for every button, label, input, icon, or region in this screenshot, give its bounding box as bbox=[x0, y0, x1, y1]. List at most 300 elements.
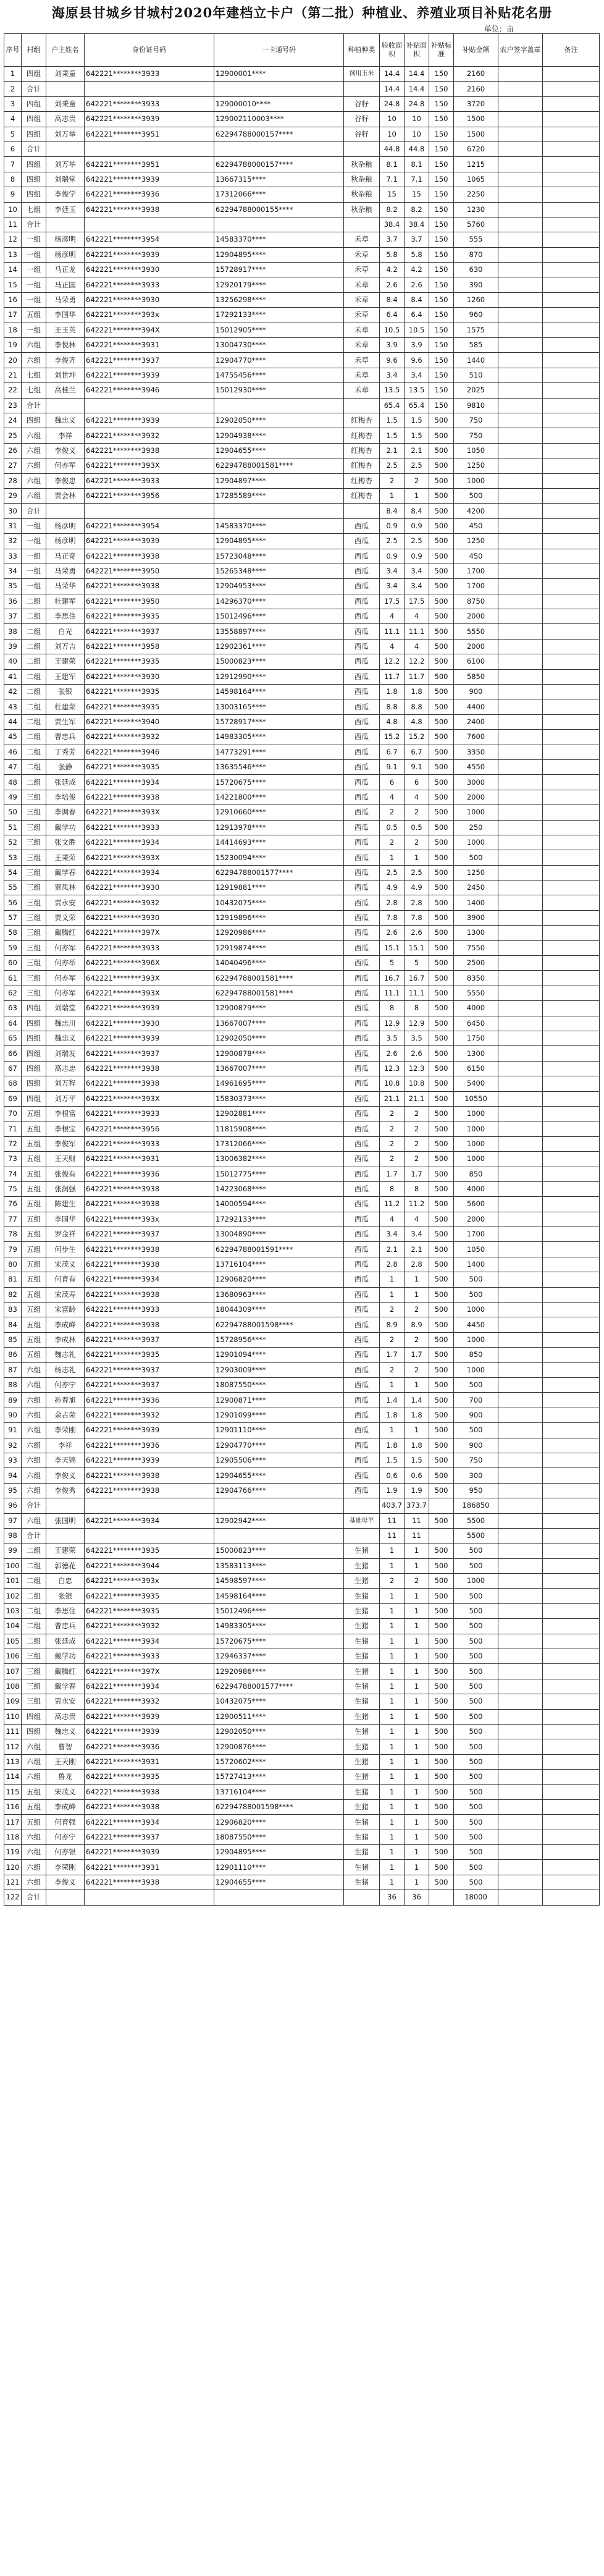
cell-householder: 李俊义 bbox=[46, 1468, 85, 1483]
cell-index: 50 bbox=[4, 805, 22, 820]
cell-crop-type bbox=[344, 1498, 380, 1513]
cell-id-number: 642221********3933 bbox=[85, 67, 214, 82]
cell-id-number: 642221********3950 bbox=[85, 564, 214, 578]
cell-householder: 高桂兰 bbox=[46, 383, 85, 398]
cell-crop-type: 西瓜 bbox=[344, 518, 380, 533]
cell-subsidy-area: 7.1 bbox=[405, 172, 429, 187]
cell-card-number: 14583370**** bbox=[214, 232, 344, 247]
cell-group: 二组 bbox=[22, 759, 46, 774]
cell-subsidy-amount: 500 bbox=[454, 1603, 498, 1618]
cell-subsidy-amount: 5850 bbox=[454, 669, 498, 684]
table-row bbox=[4, 609, 600, 624]
cell-subsidy-area: 1.8 bbox=[405, 1438, 429, 1453]
cell-inspected-area: 21.1 bbox=[380, 1091, 405, 1106]
cell-group: 六组 bbox=[22, 443, 46, 458]
cell-group: 三组 bbox=[22, 940, 46, 955]
cell-remark bbox=[543, 443, 600, 458]
table-row bbox=[4, 292, 600, 307]
cell-group: 合计 bbox=[22, 141, 46, 156]
cell-subsidy-amount: 4450 bbox=[454, 1317, 498, 1332]
cell-inspected-area: 1 bbox=[380, 488, 405, 503]
cell-card-number: 12900879**** bbox=[214, 1001, 344, 1016]
cell-subsidy-amount: 555 bbox=[454, 232, 498, 247]
table-row bbox=[4, 1106, 600, 1121]
cell-crop-type: 禾草 bbox=[344, 368, 380, 382]
table-row bbox=[4, 759, 600, 774]
cell-inspected-area: 3.7 bbox=[380, 232, 405, 247]
cell-card-number: 15012496**** bbox=[214, 1603, 344, 1618]
cell-signature bbox=[498, 745, 543, 759]
cell-index: 58 bbox=[4, 926, 22, 940]
table-row bbox=[4, 594, 600, 609]
cell-id-number: 642221********3934 bbox=[85, 1272, 214, 1287]
cell-inspected-area: 3.4 bbox=[380, 368, 405, 382]
cell-signature bbox=[498, 112, 543, 127]
cell-subsidy-amount: 2160 bbox=[454, 67, 498, 82]
cell-subsidy-area: 10.5 bbox=[405, 323, 429, 337]
cell-card-number: 13004730**** bbox=[214, 338, 344, 353]
cell-id-number bbox=[85, 1498, 214, 1513]
cell-crop-type: 生猪 bbox=[344, 1649, 380, 1664]
table-row bbox=[4, 1362, 600, 1377]
subtotal-row bbox=[4, 1528, 600, 1543]
cell-crop-type bbox=[344, 217, 380, 232]
cell-card-number: 12904953**** bbox=[214, 579, 344, 594]
cell-group: 二组 bbox=[22, 639, 46, 654]
cell-crop-type: 西瓜 bbox=[344, 654, 380, 669]
cell-subsidy-rate: 500 bbox=[429, 1483, 454, 1498]
cell-card-number: 13635546**** bbox=[214, 759, 344, 774]
cell-card-number: 14961695**** bbox=[214, 1076, 344, 1091]
cell-id-number: 642221********3936 bbox=[85, 1167, 214, 1181]
table-row bbox=[4, 971, 600, 986]
table-row bbox=[4, 518, 600, 533]
cell-signature bbox=[498, 1091, 543, 1106]
cell-subsidy-rate: 150 bbox=[429, 338, 454, 353]
cell-crop-type: 禾草 bbox=[344, 383, 380, 398]
cell-index: 40 bbox=[4, 654, 22, 669]
cell-householder: 刘秉童 bbox=[46, 67, 85, 82]
cell-id-number: 642221********3954 bbox=[85, 518, 214, 533]
cell-remark bbox=[543, 82, 600, 96]
cell-group: 一组 bbox=[22, 247, 46, 262]
cell-householder: 张廷成 bbox=[46, 775, 85, 790]
table-row bbox=[4, 1784, 600, 1799]
cell-index: 71 bbox=[4, 1121, 22, 1136]
cell-subsidy-area: 3.4 bbox=[405, 579, 429, 594]
cell-subsidy-amount: 5500 bbox=[454, 1528, 498, 1543]
cell-index: 10 bbox=[4, 202, 22, 217]
cell-subsidy-rate: 150 bbox=[429, 308, 454, 323]
cell-remark bbox=[543, 1438, 600, 1453]
cell-id-number: 642221********3937 bbox=[85, 1830, 214, 1844]
cell-subsidy-rate: 500 bbox=[429, 1468, 454, 1483]
table-row bbox=[4, 368, 600, 382]
cell-inspected-area: 1 bbox=[380, 1875, 405, 1890]
cell-index: 4 bbox=[4, 112, 22, 127]
table-row bbox=[4, 473, 600, 488]
cell-inspected-area: 1 bbox=[380, 1724, 405, 1739]
cell-subsidy-rate: 500 bbox=[429, 790, 454, 804]
cell-crop-type: 禾草 bbox=[344, 292, 380, 307]
cell-remark bbox=[543, 790, 600, 804]
table-row bbox=[4, 112, 600, 127]
cell-householder: 贾凤林 bbox=[46, 880, 85, 895]
cell-group: 二组 bbox=[22, 745, 46, 759]
cell-signature bbox=[498, 1332, 543, 1347]
cell-signature bbox=[498, 1152, 543, 1167]
cell-group: 合计 bbox=[22, 1528, 46, 1543]
cell-subsidy-rate: 150 bbox=[429, 141, 454, 156]
cell-signature bbox=[498, 759, 543, 774]
cell-signature bbox=[498, 1679, 543, 1694]
cell-householder: 王天财 bbox=[46, 1152, 85, 1167]
cell-subsidy-rate: 500 bbox=[429, 1513, 454, 1528]
cell-householder: 马正国 bbox=[46, 277, 85, 292]
cell-id-number: 642221********3939 bbox=[85, 413, 214, 428]
cell-inspected-area: 65.4 bbox=[380, 398, 405, 413]
cell-subsidy-amount: 1500 bbox=[454, 112, 498, 127]
cell-card-number: 18087550**** bbox=[214, 1377, 344, 1392]
cell-remark bbox=[543, 1875, 600, 1890]
cell-inspected-area: 3.4 bbox=[380, 579, 405, 594]
cell-crop-type: 生猪 bbox=[344, 1875, 380, 1890]
cell-id-number: 642221********393X bbox=[85, 971, 214, 986]
cell-crop-type: 西瓜 bbox=[344, 1136, 380, 1151]
cell-signature bbox=[498, 1603, 543, 1618]
cell-crop-type: 西瓜 bbox=[344, 926, 380, 940]
cell-subsidy-rate: 500 bbox=[429, 1679, 454, 1694]
cell-id-number: 642221********3934 bbox=[85, 1513, 214, 1528]
cell-card-number bbox=[214, 504, 344, 518]
cell-subsidy-area: 15.2 bbox=[405, 730, 429, 745]
cell-inspected-area: 2.6 bbox=[380, 277, 405, 292]
cell-signature bbox=[498, 1498, 543, 1513]
cell-index: 20 bbox=[4, 353, 22, 368]
table-row bbox=[4, 383, 600, 398]
cell-subsidy-amount: 6450 bbox=[454, 1016, 498, 1031]
cell-subsidy-area: 1 bbox=[405, 1619, 429, 1634]
table-row bbox=[4, 956, 600, 971]
cell-group: 二组 bbox=[22, 1589, 46, 1603]
cell-card-number: 12906820**** bbox=[214, 1815, 344, 1830]
cell-group: 二组 bbox=[22, 1574, 46, 1589]
cell-subsidy-amount: 5400 bbox=[454, 1076, 498, 1091]
cell-index: 117 bbox=[4, 1815, 22, 1830]
cell-crop-type: 西瓜 bbox=[344, 850, 380, 865]
cell-index: 25 bbox=[4, 428, 22, 443]
cell-subsidy-amount: 1000 bbox=[454, 1362, 498, 1377]
cell-subsidy-amount: 500 bbox=[454, 1815, 498, 1830]
cell-card-number: 12902050**** bbox=[214, 1031, 344, 1046]
cell-householder: 李根富 bbox=[46, 1106, 85, 1121]
cell-card-number: 62294788001581**** bbox=[214, 458, 344, 473]
cell-inspected-area: 7.1 bbox=[380, 172, 405, 187]
table-row bbox=[4, 247, 600, 262]
cell-subsidy-area: 0.6 bbox=[405, 1468, 429, 1483]
cell-signature bbox=[498, 1242, 543, 1257]
cell-crop-type: 西瓜 bbox=[344, 1453, 380, 1467]
table-row bbox=[4, 428, 600, 443]
cell-subsidy-area: 8 bbox=[405, 1001, 429, 1016]
cell-index: 107 bbox=[4, 1664, 22, 1679]
cell-id-number: 642221********3935 bbox=[85, 685, 214, 699]
cell-subsidy-area: 14.4 bbox=[405, 82, 429, 96]
cell-householder: 魏忠义 bbox=[46, 1724, 85, 1739]
cell-inspected-area: 6.7 bbox=[380, 745, 405, 759]
cell-signature bbox=[498, 730, 543, 745]
cell-index: 53 bbox=[4, 850, 22, 865]
cell-inspected-area: 1.7 bbox=[380, 1167, 405, 1181]
cell-subsidy-area: 8.4 bbox=[405, 504, 429, 518]
cell-card-number: 62294788000157**** bbox=[214, 127, 344, 141]
cell-householder: 王建荣 bbox=[46, 654, 85, 669]
cell-index: 90 bbox=[4, 1408, 22, 1422]
cell-group: 三组 bbox=[22, 835, 46, 850]
cell-index: 15 bbox=[4, 277, 22, 292]
cell-householder: 李廷玉 bbox=[46, 202, 85, 217]
cell-subsidy-rate: 500 bbox=[429, 1317, 454, 1332]
cell-subsidy-amount: 1300 bbox=[454, 1046, 498, 1061]
unit-note: 单位：亩 bbox=[484, 25, 514, 33]
cell-signature bbox=[498, 1890, 543, 1905]
cell-crop-type: 西瓜 bbox=[344, 534, 380, 549]
table-row bbox=[4, 775, 600, 790]
cell-card-number: 15012930**** bbox=[214, 383, 344, 398]
cell-signature bbox=[498, 292, 543, 307]
cell-group: 一组 bbox=[22, 518, 46, 533]
cell-remark bbox=[543, 398, 600, 413]
cell-remark bbox=[543, 1453, 600, 1467]
cell-householder: 戴学春 bbox=[46, 865, 85, 880]
cell-subsidy-amount: 500 bbox=[454, 1724, 498, 1739]
cell-signature bbox=[498, 1438, 543, 1453]
cell-subsidy-area: 1 bbox=[405, 1815, 429, 1830]
cell-crop-type: 禾草 bbox=[344, 263, 380, 277]
cell-id-number: 642221********3944 bbox=[85, 1558, 214, 1573]
cell-crop-type: 西瓜 bbox=[344, 1181, 380, 1196]
cell-remark bbox=[543, 1212, 600, 1227]
cell-crop-type: 西瓜 bbox=[344, 910, 380, 925]
cell-crop-type: 西瓜 bbox=[344, 971, 380, 986]
cell-group: 六组 bbox=[22, 353, 46, 368]
cell-crop-type: 秋杂粮 bbox=[344, 187, 380, 202]
cell-id-number: 642221********3937 bbox=[85, 353, 214, 368]
cell-householder: 何亦军 bbox=[46, 940, 85, 955]
cell-householder: 何亦军 bbox=[46, 458, 85, 473]
cell-subsidy-rate: 500 bbox=[429, 1031, 454, 1046]
cell-householder: 何亦举 bbox=[46, 956, 85, 971]
cell-inspected-area: 2 bbox=[380, 1362, 405, 1377]
cell-householder: 李俊齐 bbox=[46, 353, 85, 368]
header-cell: 户主姓名 bbox=[46, 34, 85, 67]
cell-index: 22 bbox=[4, 383, 22, 398]
cell-subsidy-rate: 150 bbox=[429, 96, 454, 111]
cell-remark bbox=[543, 759, 600, 774]
table-row bbox=[4, 639, 600, 654]
cell-crop-type: 西瓜 bbox=[344, 895, 380, 910]
cell-group: 一组 bbox=[22, 579, 46, 594]
cell-index: 76 bbox=[4, 1197, 22, 1212]
cell-householder: 刘秉童 bbox=[46, 96, 85, 111]
cell-subsidy-rate: 150 bbox=[429, 247, 454, 262]
cell-subsidy-area: 17.5 bbox=[405, 594, 429, 609]
cell-index: 86 bbox=[4, 1348, 22, 1362]
cell-subsidy-rate: 150 bbox=[429, 112, 454, 127]
cell-remark bbox=[543, 1091, 600, 1106]
cell-remark bbox=[543, 1181, 600, 1196]
cell-subsidy-amount: 1700 bbox=[454, 1227, 498, 1242]
table-row bbox=[4, 1061, 600, 1076]
cell-subsidy-rate: 150 bbox=[429, 67, 454, 82]
cell-subsidy-amount: 5760 bbox=[454, 217, 498, 232]
table-row bbox=[4, 1845, 600, 1860]
cell-subsidy-area: 2.8 bbox=[405, 895, 429, 910]
cell-subsidy-area: 10 bbox=[405, 127, 429, 141]
table-row bbox=[4, 1815, 600, 1830]
cell-householder: 王天刚 bbox=[46, 1754, 85, 1769]
cell-inspected-area: 2.1 bbox=[380, 443, 405, 458]
cell-householder: 魏志礼 bbox=[46, 1348, 85, 1362]
cell-remark bbox=[543, 579, 600, 594]
cell-index: 19 bbox=[4, 338, 22, 353]
table-row bbox=[4, 1197, 600, 1212]
cell-crop-type: 秋杂粮 bbox=[344, 172, 380, 187]
cell-householder: 李祥 bbox=[46, 1438, 85, 1453]
cell-index: 11 bbox=[4, 217, 22, 232]
cell-crop-type: 红梅杏 bbox=[344, 443, 380, 458]
cell-signature bbox=[498, 1272, 543, 1287]
cell-id-number bbox=[85, 504, 214, 518]
cell-inspected-area: 8 bbox=[380, 1001, 405, 1016]
cell-householder: 李成峰 bbox=[46, 1317, 85, 1332]
cell-householder: 张文胜 bbox=[46, 835, 85, 850]
cell-subsidy-rate: 500 bbox=[429, 1242, 454, 1257]
cell-group: 四组 bbox=[22, 413, 46, 428]
cell-subsidy-area: 38.4 bbox=[405, 217, 429, 232]
cell-subsidy-amount: 500 bbox=[454, 1784, 498, 1799]
cell-remark bbox=[543, 685, 600, 699]
cell-signature bbox=[498, 428, 543, 443]
cell-group: 六组 bbox=[22, 458, 46, 473]
cell-index: 37 bbox=[4, 609, 22, 624]
cell-index: 18 bbox=[4, 323, 22, 337]
cell-subsidy-amount: 1000 bbox=[454, 1152, 498, 1167]
cell-group: 三组 bbox=[22, 850, 46, 865]
table-row bbox=[4, 835, 600, 850]
cell-remark bbox=[543, 1152, 600, 1167]
cell-id-number: 642221********393x bbox=[85, 1212, 214, 1227]
cell-remark bbox=[543, 383, 600, 398]
cell-subsidy-rate: 500 bbox=[429, 1830, 454, 1844]
cell-id-number: 642221********3939 bbox=[85, 172, 214, 187]
subtotal-row bbox=[4, 1890, 600, 1905]
cell-id-number: 642221********3935 bbox=[85, 1603, 214, 1618]
cell-index: 75 bbox=[4, 1181, 22, 1196]
cell-subsidy-rate: 150 bbox=[429, 383, 454, 398]
cell-householder: 李国华 bbox=[46, 1212, 85, 1227]
cell-crop-type: 西瓜 bbox=[344, 1197, 380, 1212]
cell-index: 88 bbox=[4, 1377, 22, 1392]
cell-householder: 杨彦明 bbox=[46, 534, 85, 549]
cell-signature bbox=[498, 368, 543, 382]
cell-subsidy-rate: 500 bbox=[429, 428, 454, 443]
cell-crop-type bbox=[344, 504, 380, 518]
cell-subsidy-amount: 1000 bbox=[454, 1121, 498, 1136]
cell-index: 28 bbox=[4, 473, 22, 488]
cell-inspected-area: 15.1 bbox=[380, 940, 405, 955]
cell-index: 98 bbox=[4, 1528, 22, 1543]
cell-householder: 何亦宁 bbox=[46, 1830, 85, 1844]
table-row bbox=[4, 323, 600, 337]
cell-remark bbox=[543, 956, 600, 971]
cell-signature bbox=[498, 579, 543, 594]
cell-group: 五组 bbox=[22, 1303, 46, 1317]
cell-inspected-area: 4 bbox=[380, 1212, 405, 1227]
cell-remark bbox=[543, 458, 600, 473]
cell-subsidy-area: 0.9 bbox=[405, 549, 429, 564]
cell-subsidy-amount: 500 bbox=[454, 1619, 498, 1634]
cell-crop-type: 禾草 bbox=[344, 338, 380, 353]
cell-signature bbox=[498, 685, 543, 699]
cell-crop-type: 禾草 bbox=[344, 277, 380, 292]
table-row bbox=[4, 1724, 600, 1739]
cell-card-number: 12901110**** bbox=[214, 1423, 344, 1438]
cell-signature bbox=[498, 1528, 543, 1543]
cell-signature bbox=[498, 1393, 543, 1408]
cell-subsidy-rate: 500 bbox=[429, 1001, 454, 1016]
cell-inspected-area: 1.8 bbox=[380, 1438, 405, 1453]
cell-subsidy-rate: 500 bbox=[429, 1408, 454, 1422]
cell-group: 五组 bbox=[22, 1136, 46, 1151]
cell-id-number: 642221********396X bbox=[85, 956, 214, 971]
header-cell: 备注 bbox=[543, 34, 600, 67]
cell-householder: 孙春旭 bbox=[46, 1393, 85, 1408]
cell-remark bbox=[543, 1558, 600, 1573]
cell-index: 111 bbox=[4, 1724, 22, 1739]
cell-householder: 戴学春 bbox=[46, 1679, 85, 1694]
cell-subsidy-rate: 150 bbox=[429, 82, 454, 96]
cell-subsidy-rate: 500 bbox=[429, 1287, 454, 1302]
cell-inspected-area: 11.1 bbox=[380, 986, 405, 1000]
cell-index: 96 bbox=[4, 1498, 22, 1513]
cell-inspected-area: 2 bbox=[380, 1152, 405, 1167]
cell-subsidy-amount: 300 bbox=[454, 1468, 498, 1483]
cell-householder: 贾会林 bbox=[46, 488, 85, 503]
table-row bbox=[4, 157, 600, 172]
cell-subsidy-rate: 150 bbox=[429, 368, 454, 382]
cell-card-number: 15230094**** bbox=[214, 850, 344, 865]
cell-index: 118 bbox=[4, 1830, 22, 1844]
cell-card-number: 17292133**** bbox=[214, 1212, 344, 1227]
cell-card-number: 12900871**** bbox=[214, 1393, 344, 1408]
cell-subsidy-area: 1 bbox=[405, 1603, 429, 1618]
table-row bbox=[4, 1152, 600, 1167]
cell-householder: 贾永安 bbox=[46, 895, 85, 910]
cell-id-number: 642221********3932 bbox=[85, 1619, 214, 1634]
cell-subsidy-area: 2 bbox=[405, 1121, 429, 1136]
cell-inspected-area: 2 bbox=[380, 1121, 405, 1136]
cell-householder: 高志贵 bbox=[46, 112, 85, 127]
cell-crop-type: 生猪 bbox=[344, 1634, 380, 1649]
cell-subsidy-area: 6.4 bbox=[405, 308, 429, 323]
cell-crop-type: 生猪 bbox=[344, 1739, 380, 1754]
cell-group: 三组 bbox=[22, 986, 46, 1000]
cell-inspected-area: 1 bbox=[380, 1287, 405, 1302]
cell-inspected-area: 6.4 bbox=[380, 308, 405, 323]
cell-householder: 杨彦明 bbox=[46, 247, 85, 262]
cell-crop-type: 生猪 bbox=[344, 1830, 380, 1844]
